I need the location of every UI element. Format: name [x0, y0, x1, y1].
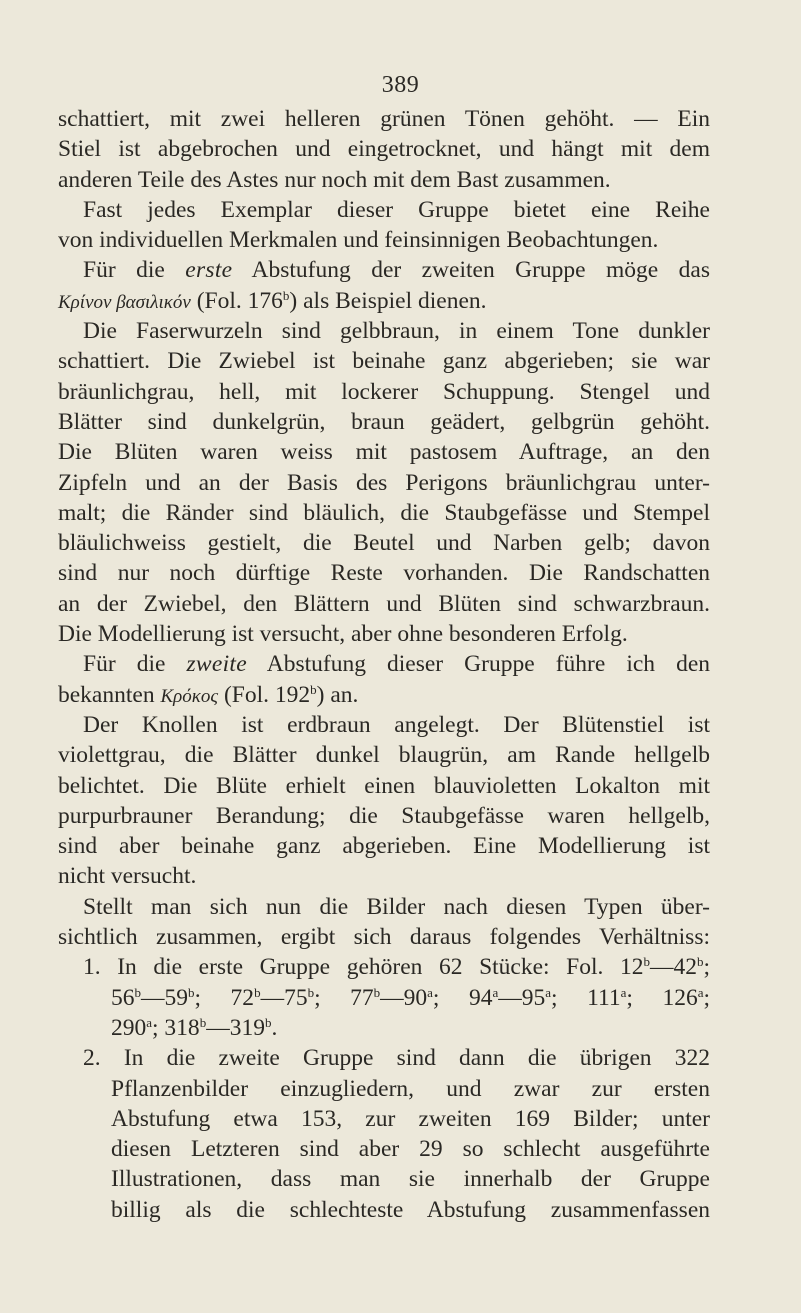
text-line — [58, 740, 710, 770]
text-run: schattiert, mit zwei helleren grünen Tönen gehöht. — Ein — [58, 106, 710, 132]
text-run: Abstufung etwa 153, zur zweiten 169 Bilder; unter — [111, 1105, 710, 1132]
greek-plant-name: Κρόκος — [160, 685, 219, 707]
body-text — [58, 104, 710, 1225]
text-run: belichtet. Die Blüte erhielt einen blauvioletten Lokalton mit — [58, 772, 710, 799]
emphasis-text: erste — [185, 257, 233, 284]
folio-superscript: b — [373, 984, 381, 1000]
text-run: ; — [703, 954, 710, 981]
text-run: 1. In die erste Gruppe gehören 62 Stücke: Fol. 12 — [83, 954, 644, 981]
text-run: sichtlich zusammen, ergibt sich daraus folgendes Verhältniss: — [58, 924, 710, 951]
text-line — [58, 831, 710, 861]
text-run: ; 111 — [551, 984, 621, 1011]
text-line — [58, 619, 710, 649]
folio-superscript: b — [643, 954, 650, 970]
text-line — [58, 498, 710, 528]
text-line — [58, 558, 710, 588]
folio-superscript: a — [492, 984, 499, 1000]
page-number: 389 — [381, 72, 420, 98]
text-run: . — [271, 1014, 278, 1041]
folio-superscript: b — [264, 1014, 272, 1030]
text-line — [58, 801, 710, 831]
text-run: von individuellen Merkmalen und feinsinnigen Beobachtungen. — [58, 227, 659, 254]
text-run: Der Knollen ist erdbraun angelegt. Der Blütenstiel ist — [83, 711, 710, 738]
text-line — [58, 1195, 710, 1225]
text-run: ; 126 — [626, 984, 698, 1011]
text-run: —59 — [141, 984, 188, 1011]
text-run: bekannten — [58, 681, 161, 708]
text-run: malt; die Ränder sind bläulich, die Staubgefässe und Stempel — [58, 499, 710, 526]
text-run: Abstufung der zweiten Gruppe möge das — [232, 257, 710, 284]
text-line — [58, 468, 710, 498]
folio-superscript: a — [620, 984, 627, 1000]
text-line — [58, 649, 710, 679]
text-line — [58, 1043, 710, 1073]
text-run: ; 318 — [152, 1014, 200, 1041]
text-run: billig als die schlechteste Abstufung zusammenfassen — [111, 1196, 710, 1223]
folio-superscript: b — [307, 984, 315, 1000]
text-run: Für die — [83, 651, 187, 678]
text-run: sind aber beinahe ganz abgerieben. Eine Modellierung ist — [58, 833, 710, 860]
text-run: ; 77 — [314, 984, 374, 1011]
text-run: sind nur noch dürftige Reste vorhanden. Die Randschatten — [58, 560, 710, 587]
text-run: an der Zwiebel, den Blättern und Blüten sind schwarzbraun. — [58, 590, 710, 617]
folio-superscript: b — [199, 1014, 207, 1030]
text-run: Stellt man sich nun die Bilder nach diesen Typen über- — [83, 893, 710, 920]
text-line — [58, 165, 710, 195]
text-run: Abstufung dieser Gruppe führe ich den — [247, 651, 711, 678]
folio-superscript: a — [545, 984, 552, 1000]
text-line — [58, 771, 710, 801]
folio-superscript: b — [188, 984, 195, 1000]
folio-superscript: b — [134, 984, 141, 1000]
text-run: Illustrationen, dass man sie innerhalb der Gruppe — [111, 1166, 710, 1193]
text-line — [58, 1074, 710, 1104]
folio-superscript: b — [696, 954, 704, 970]
text-line — [58, 316, 710, 346]
text-run: —42 — [649, 954, 697, 981]
text-run: Die Blüten waren weiss mit pastosem Auftrage, an den — [58, 439, 710, 466]
text-run: purpurbrauner Berandung; die Staubgefässe waren hellgelb, — [58, 802, 710, 829]
text-run: diesen Letzteren sind aber 29 so schlecht ausgeführte — [111, 1136, 710, 1163]
folio-superscript: a — [427, 984, 433, 1000]
folio-superscript: b — [310, 681, 317, 697]
text-line — [58, 104, 710, 134]
text-line — [58, 892, 710, 922]
text-run: Für die — [83, 257, 186, 284]
text-line — [58, 377, 710, 407]
text-run: Die Modellierung ist versucht, aber ohne besonderen Erfolg. — [58, 621, 628, 648]
text-line — [58, 589, 710, 619]
text-line — [58, 1164, 710, 1194]
text-line — [58, 1134, 710, 1164]
text-line — [58, 710, 710, 740]
text-line — [58, 255, 710, 285]
text-run: anderen Teile des Astes nur noch mit dem Bast zusammen. — [58, 166, 611, 193]
text-run: 290 — [111, 1014, 147, 1041]
text-line — [58, 922, 710, 952]
text-run: —75 — [260, 984, 308, 1011]
text-run: —90 — [380, 984, 428, 1011]
text-run: —95 — [498, 984, 546, 1011]
text-line — [58, 225, 710, 255]
text-line — [58, 407, 710, 437]
text-run: —319 — [206, 1014, 265, 1041]
text-run: 56 — [111, 984, 135, 1011]
text-run: Stiel ist abgebrochen und eingetrocknet, und hängt mit dem — [58, 136, 710, 163]
text-line — [58, 528, 710, 558]
folio-superscript: a — [697, 984, 704, 1000]
text-run: schattiert. Die Zwiebel ist beinahe ganz abgerieben; sie war — [58, 348, 710, 375]
text-run: nicht versucht. — [58, 863, 197, 890]
text-run: (Fol. 192 — [218, 681, 311, 708]
text-run: violettgrau, die Blätter dunkel blaugrün, am Rande hellgelb — [58, 742, 710, 769]
text-run: ; 94 — [432, 984, 493, 1011]
text-run: 2. In die zweite Gruppe sind dann die übrigen 322 — [83, 1045, 710, 1072]
text-run: Zipfeln und an der Basis des Perigons bräunlichgrau unter- — [58, 469, 710, 496]
text-line — [58, 286, 710, 316]
folio-superscript: a — [146, 1014, 153, 1030]
folio-superscript: b — [282, 287, 290, 303]
emphasis-text: zweite — [186, 651, 247, 678]
text-line — [58, 952, 710, 982]
text-run: ) an. — [316, 681, 359, 708]
text-line — [58, 1104, 710, 1134]
folio-superscript: b — [254, 984, 261, 1000]
text-run: Blätter sind dunkelgrün, braun geädert, gelbgrün gehöht. — [58, 408, 710, 435]
text-run: ; 72 — [194, 984, 255, 1011]
text-line — [58, 346, 710, 376]
text-run: Pflanzenbilder einzugliedern, und zwar zur ersten — [111, 1075, 710, 1102]
text-run: (Fol. 176 — [190, 287, 283, 314]
text-line — [58, 861, 710, 891]
text-line — [58, 134, 710, 164]
text-run: ) als Beispiel dienen. — [289, 287, 487, 314]
greek-plant-name: Κρίνον βασιλικόν — [58, 291, 191, 313]
text-line — [58, 195, 710, 225]
text-line — [58, 983, 710, 1013]
text-line — [58, 1013, 710, 1043]
text-line — [58, 437, 710, 467]
text-run: bläulichweiss gestielt, die Beutel und Narben gelb; davon — [58, 530, 710, 557]
text-run: Fast jedes Exemplar dieser Gruppe bietet eine Reihe — [83, 196, 710, 223]
text-line — [58, 680, 710, 710]
text-run: Die Faserwurzeln sind gelbbraun, in einem Tone dunkler — [83, 318, 710, 345]
text-run: bräunlichgrau, hell, mit lockerer Schuppung. Stengel und — [58, 378, 710, 405]
text-run: ; — [703, 984, 711, 1011]
